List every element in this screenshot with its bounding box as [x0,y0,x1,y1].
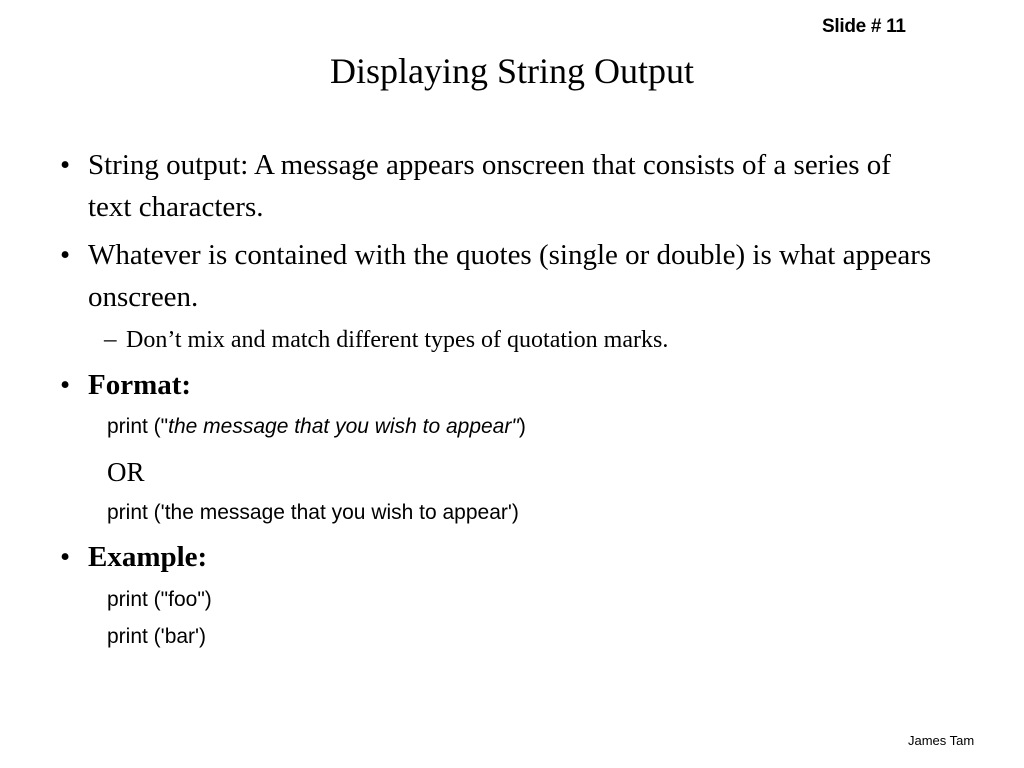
bullet-example [60,536,940,578]
format-heading: Format: [88,369,192,401]
bullet-marker: • [60,369,71,401]
bullet-text: String output: A message appears onscreen that consists of a series of text characters. [88,149,891,223]
footer-author: James Tam [908,733,975,748]
format-code-single-quotes: print ('the message that you wish to appear') [107,501,519,524]
or-separator: OR [107,457,145,487]
example-heading: Example: [88,541,208,573]
code-suffix: ) [518,415,526,438]
bullet-string-output [60,144,940,228]
example-code-bar: print ('bar') [107,625,207,648]
bullet-format [60,364,940,406]
bullet-marker: • [60,149,71,181]
bullet-marker: • [60,239,71,271]
sub-bullet-text: Don’t mix and match different types of quotation marks. [126,327,669,353]
slide-number: Slide # 11 [822,16,906,37]
bullet-text: Whatever is contained with the quotes (single or double) is what appears onscreen. [88,239,932,313]
sub-bullet-marker: – [104,326,117,353]
example-code-foo: print ("foo") [107,588,212,611]
bullet-marker: • [60,541,71,573]
slide-title: Displaying String Output [329,51,694,91]
format-code-double-quotes [107,413,526,441]
bullet-quotes [60,234,940,318]
code-message: the message that you wish to appear" [168,415,519,438]
code-prefix: print (" [107,415,169,438]
